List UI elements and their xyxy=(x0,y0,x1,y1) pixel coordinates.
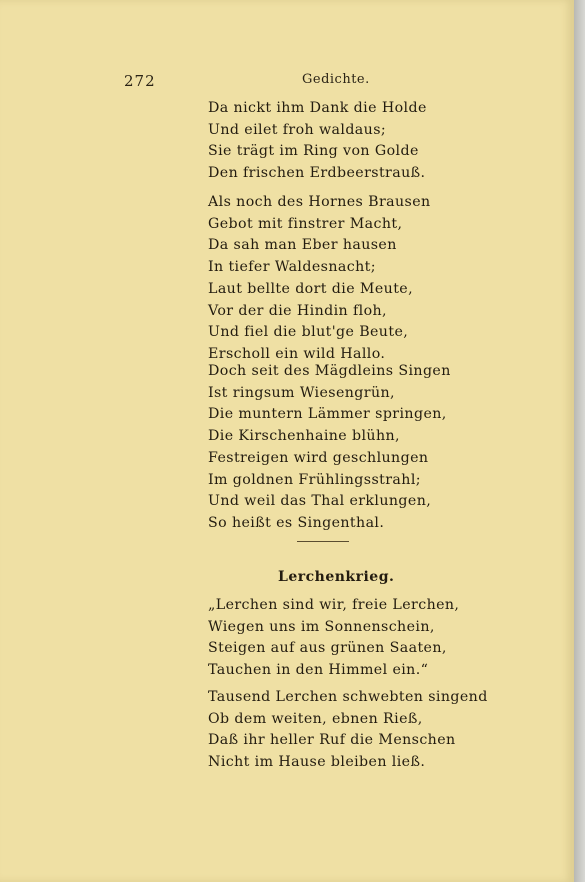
page-number: 272 xyxy=(124,72,156,90)
verse-line: In tiefer Waldesnacht; xyxy=(208,259,376,276)
page-edge xyxy=(574,0,585,882)
stanza-2 xyxy=(208,192,431,366)
verse-line: Im goldnen Frühlingsstrahl; xyxy=(208,471,421,488)
verse-line: Und eilet froh waldaus; xyxy=(208,121,387,138)
stanza-1 xyxy=(208,98,427,185)
stanza-4 xyxy=(208,595,459,682)
verse-line: Sie trägt im Ring von Golde xyxy=(208,143,419,160)
verse-line: Da sah man Eber hausen xyxy=(208,237,397,254)
stanza-5 xyxy=(208,687,488,774)
poem-title: Lerchenkrieg. xyxy=(278,569,395,585)
verse-line: Wiegen uns im Sonnenschein, xyxy=(208,618,435,635)
verse-line: Erscholl ein wild Hallo. xyxy=(208,345,386,362)
verse-line: Und fiel die blut'ge Beute, xyxy=(208,324,409,341)
verse-line: Tausend Lerchen schwebten singend xyxy=(208,689,488,705)
verse-line: Die Kirschenhaine blühn, xyxy=(208,428,400,445)
verse-line: Und weil das Thal erklungen, xyxy=(208,493,432,510)
verse-line: Tauchen in den Himmel ein.“ xyxy=(208,662,429,679)
verse-line: Daß ihr heller Ruf die Menschen xyxy=(208,732,456,749)
verse-line: Den frischen Erdbeerstrauß. xyxy=(208,165,426,182)
verse-line: Nicht im Hause bleiben ließ. xyxy=(208,754,426,771)
verse-line: Gebot mit finstrer Macht, xyxy=(208,215,403,232)
verse-line: Da nickt ihm Dank die Holde xyxy=(208,100,427,116)
verse-line: Vor der die Hindin floh, xyxy=(208,302,387,319)
running-head: Gedichte. xyxy=(302,72,370,87)
verse-line: Ob dem weiten, ebnen Rieß, xyxy=(208,710,423,727)
verse-line: Doch seit des Mägdleins Singen xyxy=(208,363,451,379)
verse-line: Ist ringsum Wiesengrün, xyxy=(208,384,395,401)
verse-line: „Lerchen sind wir, freie Lerchen, xyxy=(208,597,460,613)
verse-line: Steigen auf aus grünen Saaten, xyxy=(208,640,447,657)
verse-line: Laut bellte dort die Meute, xyxy=(208,280,413,297)
verse-line: So heißt es Singenthal. xyxy=(208,514,385,531)
section-divider xyxy=(297,541,349,542)
verse-line: Festreigen wird geschlungen xyxy=(208,449,429,466)
verse-line: Die muntern Lämmer springen, xyxy=(208,406,447,423)
stanza-3 xyxy=(208,361,451,535)
verse-line: Als noch des Hornes Brausen xyxy=(208,194,431,210)
